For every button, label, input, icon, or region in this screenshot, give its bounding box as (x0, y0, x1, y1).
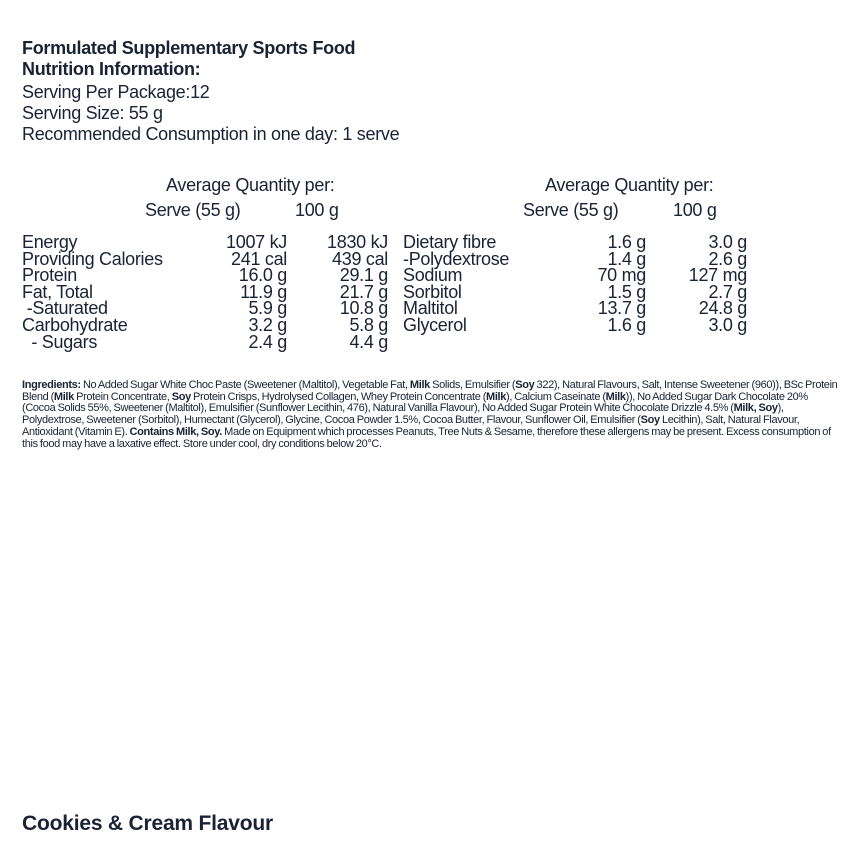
servings-per-package: Serving Per Package:12 (22, 82, 210, 102)
left-per100-header: 100 g (295, 200, 339, 220)
per-serve-value: 3.2 g (248, 314, 287, 335)
ingredients-segment: ), Calcium Caseinate ( (506, 390, 606, 403)
label-header (22, 38, 822, 145)
per-100g-value: 29.1 g (339, 265, 388, 286)
nutrition-heading: Nutrition Information: (22, 59, 201, 79)
left-serve-header: Serve (55 g) (145, 200, 241, 220)
ingredients-emphasis: Soy (640, 414, 660, 427)
per-serve-value: 1.5 g (607, 281, 646, 302)
flavour-name: Cookies & Cream Flavour (22, 812, 273, 835)
per-100g-value: 4.4 g (349, 331, 388, 352)
nutrient-name: Providing Calories (22, 248, 163, 269)
ingredients-segment: Lecithin), Salt, Natural Flavour, Antioxidant (Vitamin E). (22, 414, 800, 438)
per-serve-value: 13.7 g (597, 298, 646, 319)
ingredients-emphasis: Soy (515, 379, 535, 391)
serving-size: Serving Size: 55 g (22, 103, 163, 123)
per-serve-value: 5.9 g (248, 298, 287, 319)
ingredients-segment: No Added Sugar White Choc Paste (Sweetener (Maltitol), Vegetable Fat, (80, 379, 410, 391)
ingredients-emphasis: Milk, Soy (733, 402, 778, 415)
nutrient-name: Maltitol (403, 298, 458, 319)
nutrient-name: -Saturated (22, 298, 108, 319)
ingredients-emphasis: Milk (605, 390, 626, 403)
per-serve-value: 11.9 g (240, 281, 287, 302)
per-100g-value: 5.8 g (349, 314, 388, 335)
nutrient-name: Carbohydrate (22, 314, 128, 335)
per-100g-value: 10.8 g (339, 298, 388, 319)
ingredients-segment: Made on Equipment which processes Peanuts, Tree Nuts & Sesame, therefore these allergens may be present. Excess consumption of this food may have a laxative effect. Store under cool, dry conditions below 20°C. (22, 425, 831, 450)
ingredients-emphasis: Ingredients: (22, 379, 81, 391)
ingredients-segment: 322), Natural Flavours, Salt, Intense Sweetener (960)), BSc Protein Blend ( (22, 379, 838, 403)
nutrient-name: Sorbitol (403, 281, 462, 302)
per-100g-value: 1830 kJ (327, 232, 388, 252)
ingredients-segment: Protein Crisps, Hydrolysed Collagen, Whey Protein Concentrate ( (190, 390, 487, 403)
per-serve-value: 16.0 g (238, 265, 287, 286)
per-100g-value: 3.0 g (708, 314, 747, 335)
nutrient-name: Glycerol (403, 314, 467, 335)
per-100g-value: 2.6 g (708, 248, 747, 269)
ingredients-segment: Protein Concentrate, (73, 390, 172, 403)
ingredients-text (22, 380, 842, 450)
per-100g-value: 2.7 g (708, 281, 747, 302)
per-serve-value: 241 cal (231, 248, 287, 269)
per-serve-value: 2.4 g (248, 331, 287, 352)
ingredients-segment: Solids, Emulsifier ( (429, 379, 516, 391)
recommended-consumption: Recommended Consumption in one day: 1 serve (22, 124, 400, 144)
per-100g-value: 439 cal (332, 248, 388, 269)
right-avg-quantity-header: Average Quantity per: (545, 175, 714, 195)
ingredients-emphasis: Milk (53, 390, 74, 403)
right-serve-header: Serve (55 g) (523, 200, 619, 220)
per-100g-value: 3.0 g (708, 232, 747, 252)
per-serve-value: 1.4 g (607, 248, 646, 269)
nutrient-name: Dietary fibre (403, 232, 497, 252)
per-100g-value: 21.7 g (339, 281, 388, 302)
per-serve-value: 1.6 g (607, 314, 646, 335)
ingredients-emphasis: Milk (486, 390, 507, 403)
left-avg-quantity-header: Average Quantity per: (166, 175, 335, 195)
ingredients-emphasis: Soy (171, 390, 191, 403)
nutrient-name: Sodium (403, 265, 463, 286)
ingredients-segment: )), No Added Sugar Dark Chocolate 20% (Cocoa Solids 55%, Sweetener (Maltitol), Emulsifier (Sunflower Lecithin, 476), Natural Vanilla Flavour), No Added Sugar Protein White Chocolate Drizzle 4.5% ( (22, 390, 808, 415)
per-100g-value: 24.8 g (698, 298, 747, 319)
product-title: Formulated Supplementary Sports Food (22, 38, 356, 58)
nutrient-name: Protein (22, 265, 77, 286)
per-100g-value: 127 mg (688, 265, 747, 286)
per-serve-value: 70 mg (597, 265, 646, 286)
nutrient-name: -Polydextrose (403, 248, 510, 269)
right-per100-header: 100 g (673, 200, 717, 220)
ingredients-segment: ), Polydextrose, Sweetener (Sorbitol), Humectant (Glycerol), Glycine, Cocoa Powder 1.5%, Cocoa Butter, Flavour, Sunflower Oil, Emulsifier ( (22, 402, 784, 427)
ingredients-emphasis: Contains Milk, Soy. (129, 425, 222, 438)
per-serve-value: 1007 kJ (226, 232, 287, 252)
ingredients-emphasis: Milk (409, 379, 430, 391)
nutrient-name: Fat, Total (22, 281, 93, 302)
nutrient-name: Energy (22, 232, 78, 252)
per-serve-value: 1.6 g (607, 232, 646, 252)
nutrient-name: - Sugars (22, 331, 98, 352)
